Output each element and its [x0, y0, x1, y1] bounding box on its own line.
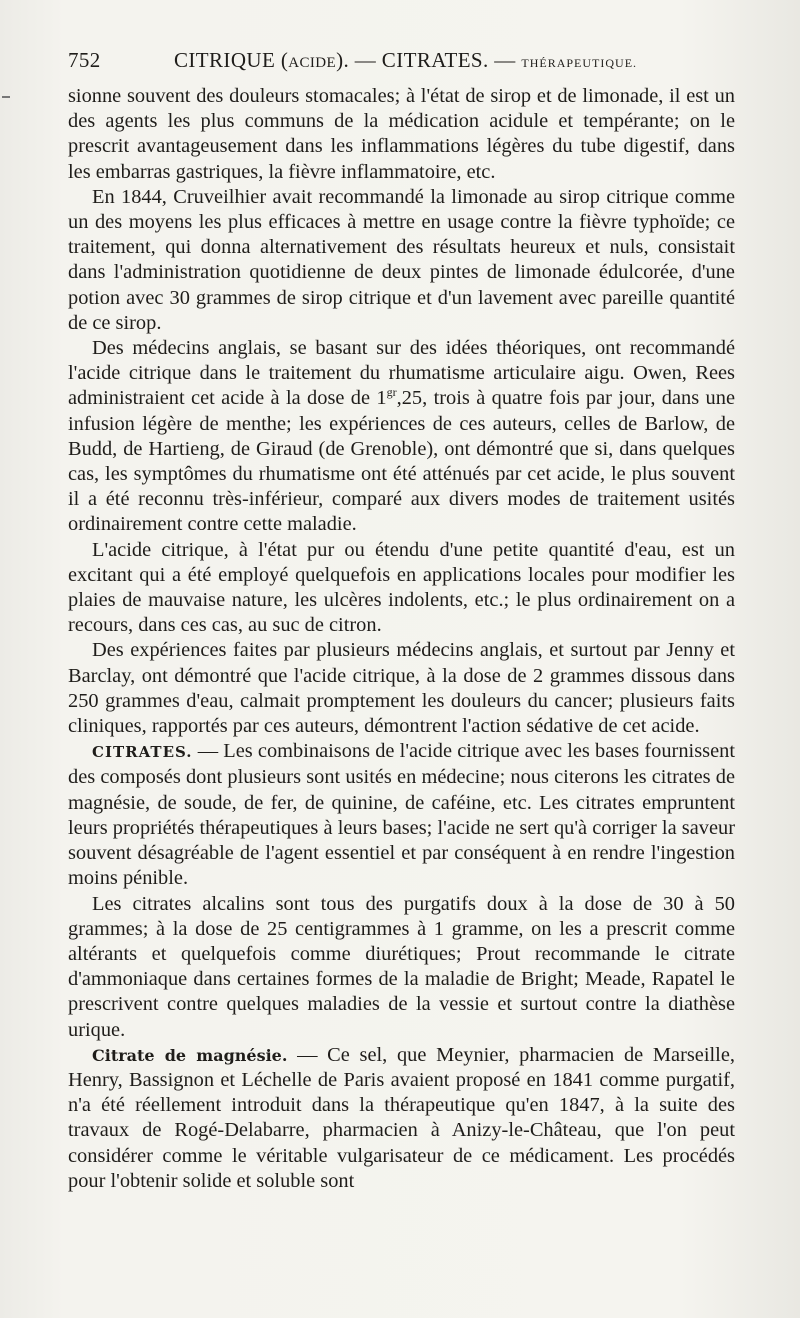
- paragraph-1: sionne souvent des douleurs stomacales; à l'état de sirop et de limonade, il est un des agents les plus communs de la médication acidule et tempérante; on le prescrit avantageusement dans les inflammations légères du tube digestif, dans les embarras gastriques, la fièvre inflammatoire, etc.: [68, 85, 735, 183]
- paragraph-citrates: CITRATES. — Les combinaisons de l'acide citrique avec les bases fournissent des composés dont plusieurs sont usités en médecine; nous citerons les citrates de magnésie, de soude, de fer, de quinine, de caféine, etc. Les citrates empruntent leurs propriétés thérapeutiques à leurs bases; l'acide ne sert qu'à corriger la saveur souvent désagréable de l'agent essentiel et par conséquent à en rendre l'ingestion moins pénible.: [68, 740, 735, 890]
- paragraph-7: Les citrates alcalins sont tous des purgatifs doux à la dose de 30 à 50 grammes; à la dose de 25 centigrammes à 1 gramme, on les a prescrit comme altérants et quelquefois comme diurétiques; Prout recommande le citrate d'ammoniaque dans certaines formes de la maladie de Bright; Meade, Rapatel le prescrivent contre quelques maladies de la vessie et surtout contre la diathèse urique.: [68, 892, 735, 1041]
- paragraph-citrate-magnesie: Citrate de magnésie. — Ce sel, que Meynier, pharmacien de Marseille, Henry, Bassignon et Léchelle de Paris avaient proposé en 1841 comme purgatif, n'a été réellement introduit dans la thérapeutique qu'en 1847, à la suite des travaux de Rogé-Delabarre, pharmacien à Anizy-le-Château, que l'on peut considérer comme le véritable vulgarisateur de ce médicament. Les procédés pour l'obtenir solide et soluble sont: [68, 1043, 735, 1192]
- running-header: [68, 44, 733, 78]
- page-body: [68, 84, 735, 1194]
- paragraph-2: En 1844, Cruveilhier avait recommandé la limonade au sirop citrique comme un des moyens les plus efficaces à mettre en usage contre la fièvre typhoïde; ce traitement, qui donna alternativement des résultats heureux et nuls, consistait dans l'administration quotidienne de deux pintes de limonade édulcorée, d'une potion avec 30 grammes de sirop citrique et d'un lavement avec pareille quantité de ce sirop.: [68, 185, 735, 334]
- section-heading-citrates: CITRATES.: [92, 743, 193, 762]
- paragraph-5: Des expériences faites par plusieurs médecins anglais, et surtout par Jenny et Barclay, ont démontré que l'acide citrique, à la dose de 2 grammes dissous dans 250 grammes d'eau, calmait promptement les douleurs du cancer; plusieurs faits cliniques, rapportés par ces auteurs, démontrent l'action sédative de cet acide.: [68, 639, 735, 738]
- section-heading-citrate-magnesie: Citrate de magnésie.: [92, 1045, 288, 1065]
- running-title: CITRIQUE (ACIDE). — CITRATES. — THÉRAPEUTIQUE.: [174, 48, 638, 72]
- margin-mark: [2, 96, 10, 98]
- paragraph-4: L'acide citrique, à l'état pur ou étendu d'une petite quantité d'eau, est un excitant qui a été employé quelquefois en applications locales pour modifier les plaies de mauvaise nature, les ulcères indolents, etc.; le plus ordinairement on a recours, dans ces cas, au suc de citron.: [68, 538, 735, 637]
- paragraph-3: Des médecins anglais, se basant sur des idées théoriques, ont recommandé l'acide citrique dans le traitement du rhumatisme articulaire aigu. Owen, Rees administraient cet acide à la dose de $1^{gr},25$, trois à quatre fois par jour, dans une infusion légère de menthe; les expériences de ces auteurs, celles de Barlow, de Budd, de Hartieng, de Giraud (de Grenoble), ont démontré que si, dans quelques cas, les symptômes du rhumatisme ont été atténués par cet acide, le plus souvent il a été reconnu très-inférieur, comparé aux divers modes de traitement usités ordinairement contre cette maladie.: [68, 337, 735, 536]
- page-number: 752: [68, 48, 101, 72]
